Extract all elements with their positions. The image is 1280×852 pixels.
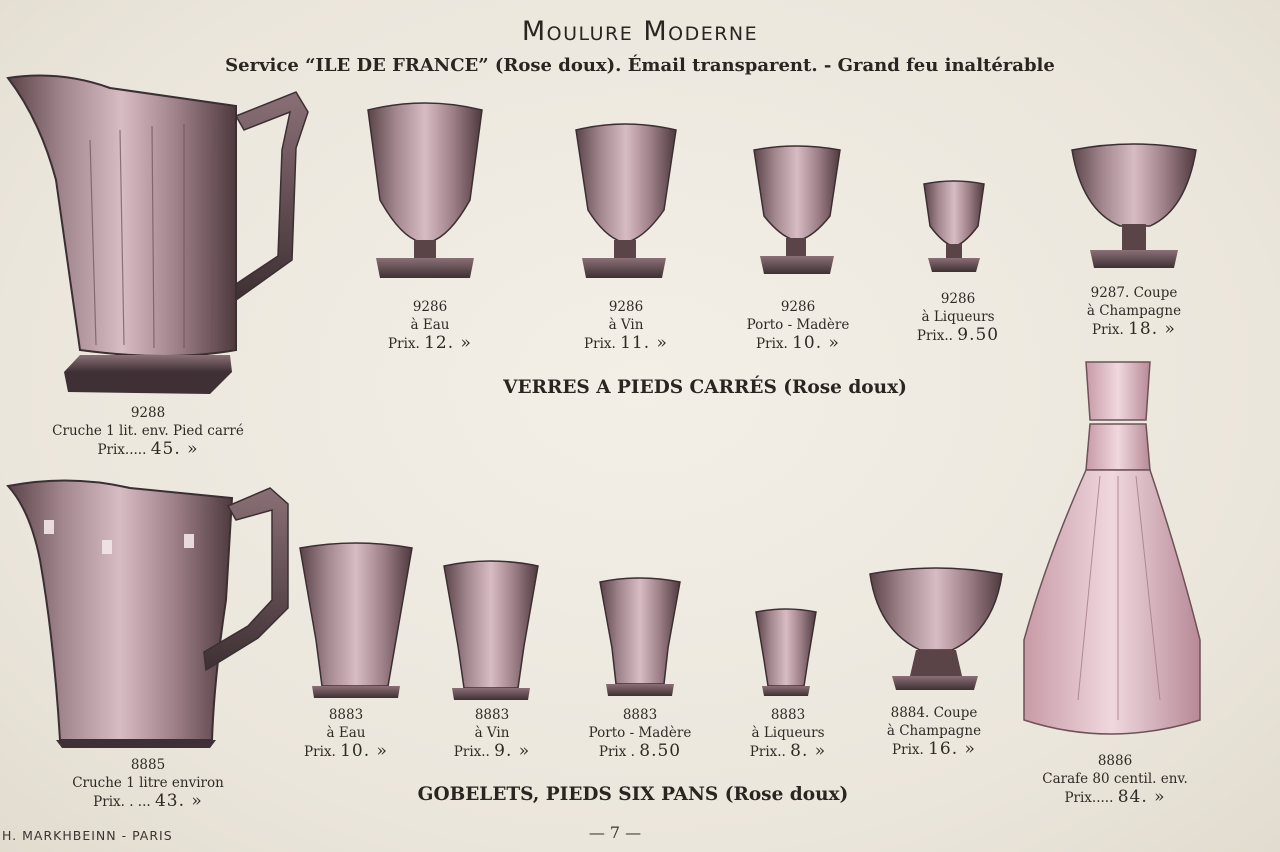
- gobelet-8883-porto-image: [600, 578, 680, 696]
- prix-label: Prix..: [749, 744, 786, 760]
- item-price: 10. »: [792, 333, 840, 353]
- caption-8883-vin: [422, 706, 562, 761]
- item-price: 16. »: [928, 739, 976, 759]
- item-ref: 8883: [474, 707, 510, 723]
- prix-label: Prix.: [388, 336, 420, 352]
- glass-9286-liqueurs-image: [924, 181, 984, 272]
- item-desc: Cruche 1 lit. env. Pied carré: [52, 423, 244, 439]
- prix-label: Prix .: [598, 744, 635, 760]
- caption-9286-liqueurs: [888, 290, 1028, 345]
- carafe-8886-image: [1024, 362, 1200, 734]
- item-desc: à Liqueurs: [921, 309, 995, 325]
- coupe-9287-image: [1072, 144, 1196, 268]
- caption-8886: [1030, 752, 1200, 807]
- page-subtitle: Service “ILE DE FRANCE” (Rose doux). Émail transparent. - Grand feu inaltérable: [225, 55, 1055, 76]
- prix-label: Prix..: [916, 328, 953, 344]
- item-desc: Cruche 1 litre environ: [72, 775, 224, 791]
- item-ref: 9286: [940, 291, 976, 307]
- item-price: 45. »: [150, 439, 199, 459]
- caption-8883-liqueurs: [718, 706, 858, 761]
- item-ref: 8886: [1097, 753, 1133, 769]
- item-price: 8. »: [790, 741, 827, 761]
- item-ref: 9286: [780, 299, 816, 315]
- item-price: 8.50: [639, 741, 682, 761]
- item-price: 12. »: [424, 333, 472, 353]
- item-price: 11. »: [620, 333, 668, 353]
- item-price: 18. »: [1128, 319, 1176, 339]
- section-title-verres: VERRES A PIEDS CARRÉS (Rose doux): [503, 377, 907, 398]
- prix-label: Prix.: [584, 336, 616, 352]
- pitcher-8885-image: [8, 480, 288, 748]
- item-ref: 9288: [130, 405, 166, 421]
- item-desc: Porto - Madère: [746, 317, 850, 333]
- item-desc: à Liqueurs: [751, 725, 825, 741]
- page-title: Moulure Moderne: [521, 16, 759, 47]
- item-price: 9.50: [957, 325, 1000, 345]
- item-desc: à Eau: [410, 317, 450, 333]
- glass-9286-eau-image: [368, 103, 482, 278]
- prix-label: Prix.....: [1064, 790, 1114, 806]
- item-desc: à Champagne: [886, 723, 982, 739]
- page-number: — 7 —: [588, 823, 642, 842]
- item-price: 9. »: [494, 741, 531, 761]
- glass-9286-porto-image: [754, 146, 840, 274]
- item-ref: 9287. Coupe: [1090, 285, 1178, 301]
- caption-8883-eau: [276, 706, 416, 761]
- prix-label: Prix.....: [97, 442, 147, 458]
- publisher-imprint: H. MARKHBEINN - PARIS: [2, 828, 173, 843]
- item-ref: 8885: [130, 757, 166, 773]
- item-ref: 8883: [770, 707, 806, 723]
- gobelet-8883-eau-image: [300, 543, 412, 698]
- prix-label: Prix.: [1092, 322, 1124, 338]
- prix-label: Prix. . ...: [93, 794, 151, 810]
- item-ref: 9286: [608, 299, 644, 315]
- caption-8883-porto: [570, 706, 710, 761]
- item-price: 43. »: [154, 791, 203, 811]
- caption-9286-eau: [360, 298, 500, 353]
- item-desc: Carafe 80 centil. env.: [1042, 771, 1188, 787]
- caption-8885: [48, 756, 248, 811]
- prix-label: Prix.: [756, 336, 788, 352]
- item-desc: à Vin: [608, 317, 644, 333]
- caption-9286-vin: [556, 298, 696, 353]
- item-ref: 8883: [328, 707, 364, 723]
- item-ref: 8884. Coupe: [890, 705, 978, 721]
- item-price: 84. »: [1117, 787, 1166, 807]
- item-desc: à Champagne: [1086, 303, 1182, 319]
- section-title-gobelets: GOBELETS, PIEDS SIX PANS (Rose doux): [417, 784, 849, 805]
- coupe-8884-image: [870, 568, 1002, 690]
- prix-label: Prix..: [453, 744, 490, 760]
- pitcher-9288-image: [8, 76, 308, 394]
- item-desc: à Vin: [474, 725, 510, 741]
- item-ref: 9286: [412, 299, 448, 315]
- caption-9287: [1064, 284, 1204, 339]
- item-price: 10. »: [340, 741, 388, 761]
- glass-9286-vin-image: [576, 124, 676, 278]
- item-desc: Porto - Madère: [588, 725, 692, 741]
- item-ref: 8883: [622, 707, 658, 723]
- gobelet-8883-vin-image: [444, 561, 538, 700]
- gobelet-8883-liqueurs-image: [756, 609, 816, 696]
- item-desc: à Eau: [326, 725, 366, 741]
- caption-8884: [864, 704, 1004, 759]
- prix-label: Prix.: [892, 742, 924, 758]
- prix-label: Prix.: [304, 744, 336, 760]
- caption-9288: [48, 404, 248, 459]
- caption-9286-porto: [728, 298, 868, 353]
